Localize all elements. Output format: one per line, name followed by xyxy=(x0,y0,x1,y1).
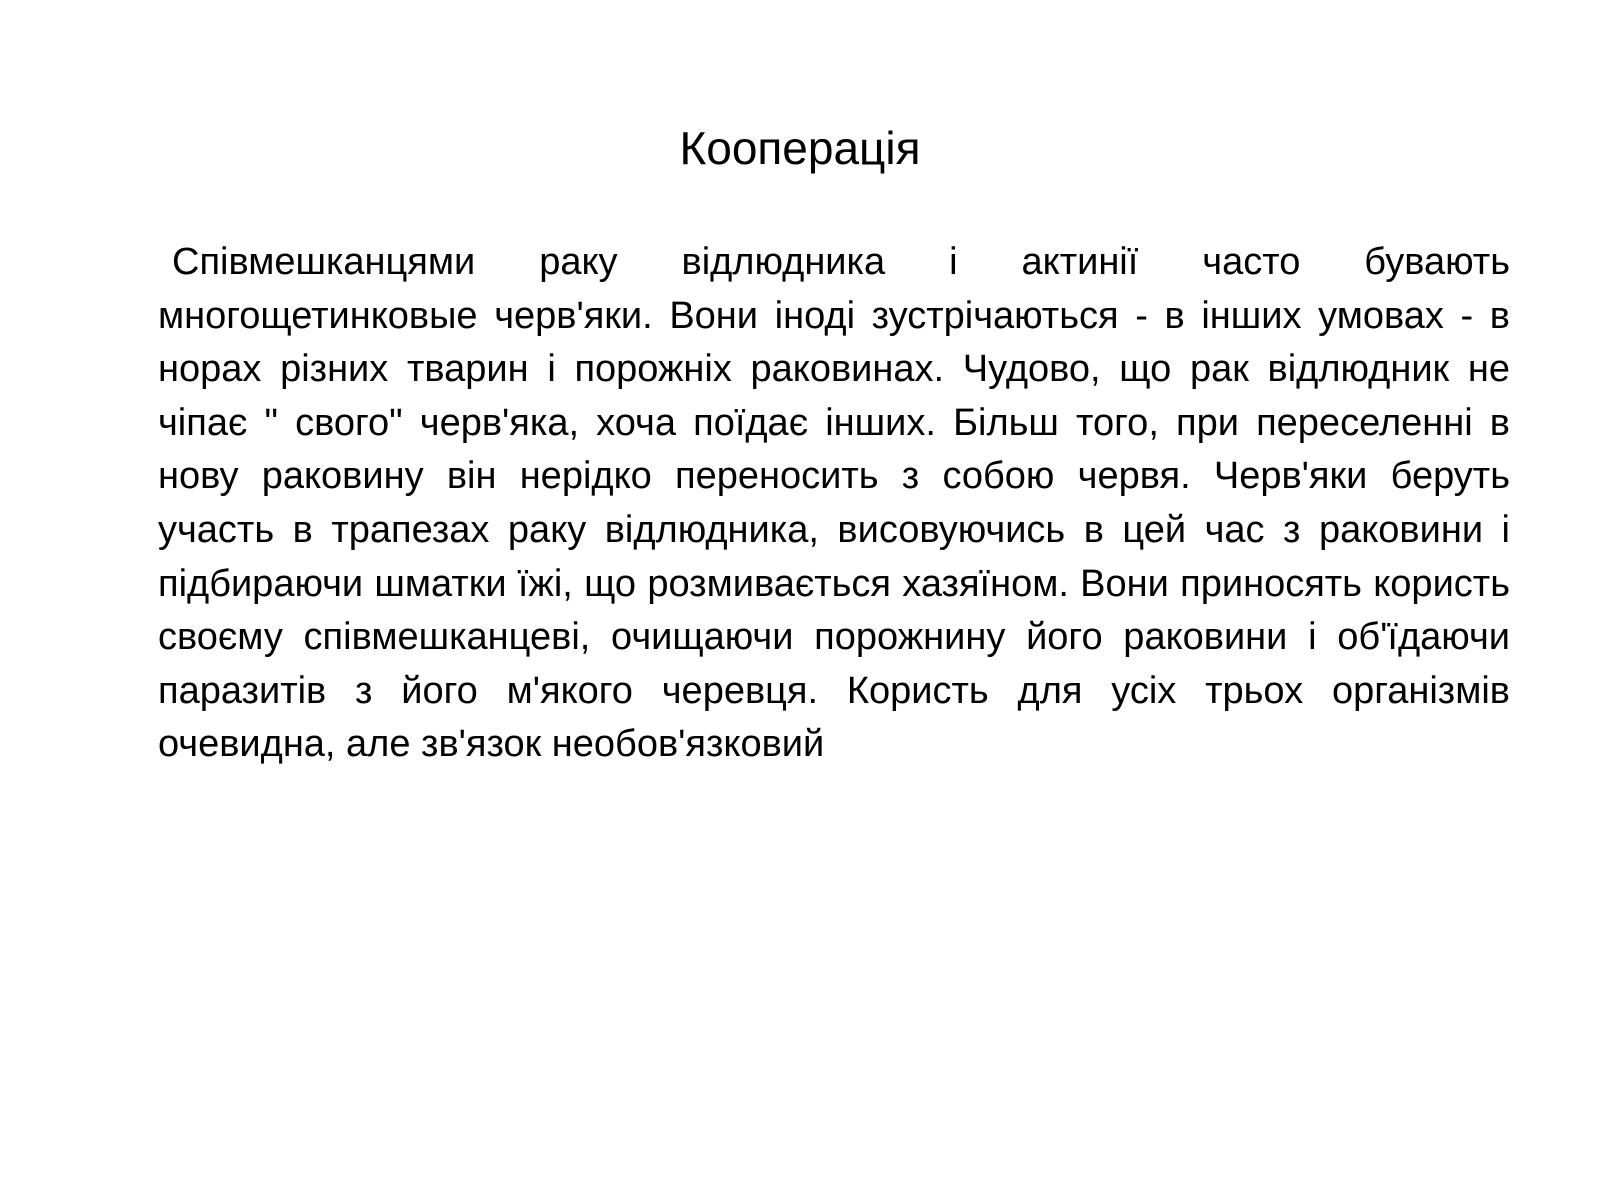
slide-title: Кооперація xyxy=(679,122,921,174)
slide-body-text: Співмешканцями раку відлюдника і актинії часто бувають многощетинковые черв'яки. Вони іноді зустрічаються - в інших умовах - в норах різних тварин і порожніх раковинах. Чудово, що рак відлюдник не чіпає " свого" черв'яка, хоча поїдає інших. Більш того, при переселенні в нову раковину він нерідко переносить з собою червя. Черв'яки беруть участь в трапезах раку відлюдника, висовуючись в цей час з раковини і підбираючи шматки їжі, що розмивається хазяїном. Вони приносять користь своєму співмешканцеві, очищаючи порожнину його раковини і об'їдаючи паразитів з його м'якого черевця. Користь для усіх трьох організмів очевидна, але зв'язок необов'язковий xyxy=(158,241,1510,766)
